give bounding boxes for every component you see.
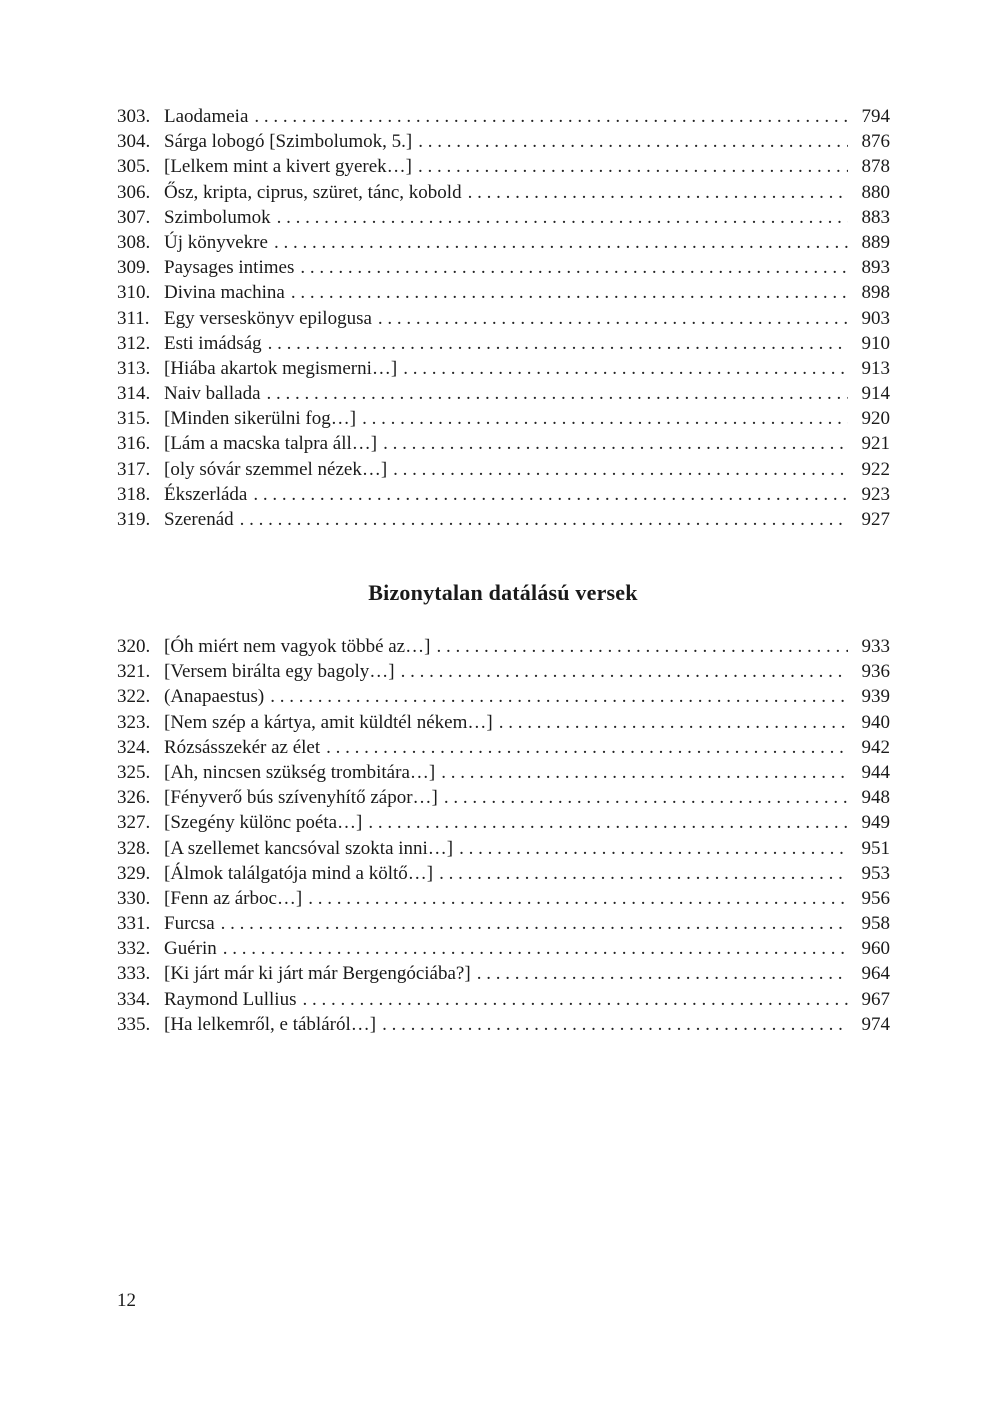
toc-entry-number: 324.: [117, 736, 151, 758]
toc-leader-dots: [393, 457, 847, 482]
toc-entry: [117, 836, 890, 861]
toc-leader-dots: [300, 255, 847, 280]
toc-entry-page: 948: [861, 787, 890, 809]
toc-leader-dots: [308, 886, 847, 911]
toc-entry-number: 310.: [117, 282, 151, 304]
toc-entry: [117, 482, 890, 507]
toc-entry-number: 316.: [117, 433, 151, 455]
toc-entry-page: 893: [861, 257, 890, 279]
toc-entry: [117, 507, 890, 532]
toc-entry-title: [Hiába akartok megismerni…]: [164, 357, 398, 379]
toc-entry-page: 964: [861, 963, 890, 985]
toc-entry-number: 333.: [117, 963, 151, 985]
toc-entry: [117, 431, 890, 456]
toc-entry-title: Rózsásszekér az élet: [164, 736, 321, 758]
toc-entry-number: 318.: [117, 483, 151, 505]
toc-entry-page: 878: [861, 156, 890, 178]
toc-entry-number: 329.: [117, 862, 151, 884]
toc-entry-number: 308.: [117, 231, 151, 253]
toc-entry-title: [Minden sikerülni fog…]: [164, 408, 357, 430]
toc-entry: [117, 710, 890, 735]
toc-entry-title: [Fényverő bús szívenyhítő zápor…]: [164, 787, 438, 809]
toc-entry-page: 922: [861, 458, 890, 480]
toc-leader-dots: [383, 431, 847, 456]
toc-leader-dots: [444, 785, 848, 810]
toc-entry-title: [Ha lelkemről, e tábláról…]: [164, 1013, 377, 1035]
toc-entry: [117, 306, 890, 331]
toc-entry-number: 325.: [117, 761, 151, 783]
toc-entry: [117, 129, 890, 154]
toc-leader-dots: [274, 230, 848, 255]
toc-entry-page: 960: [861, 938, 890, 960]
toc-entry-page: 794: [861, 106, 890, 127]
toc-entry-number: 330.: [117, 887, 151, 909]
toc-entry-title: [oly sóvár szemmel nézek…]: [164, 458, 388, 480]
toc-entry: [117, 684, 890, 709]
toc-entry: [117, 1012, 890, 1037]
toc-entry-page: 949: [861, 812, 890, 834]
toc-leader-dots: [499, 710, 848, 735]
toc-entry-number: 312.: [117, 332, 151, 354]
toc-entry-page: 953: [861, 862, 890, 884]
toc-leader-dots: [291, 280, 848, 305]
section-heading: Bizonytalan datálású versek: [368, 580, 638, 605]
toc-entry-title: Szerenád: [164, 509, 234, 530]
toc-leader-dots: [223, 936, 848, 961]
toc-entry-title: Raymond Lullius: [164, 988, 297, 1010]
toc-entry-title: Sárga lobogó [Szimbolumok, 5.]: [164, 131, 413, 153]
toc-entry: [117, 810, 890, 835]
toc-entry-title: [Lám a macska talpra áll…]: [164, 433, 378, 455]
toc-entry-title: Furcsa: [164, 913, 215, 935]
toc-entry-number: 309.: [117, 257, 151, 279]
toc-entry-title: [Szegény különc poéta…]: [164, 812, 363, 834]
toc-leader-dots: [253, 482, 847, 507]
toc-entry-title: [Lelkem mint a kivert gyerek…]: [164, 156, 412, 178]
toc-entry-page: 883: [861, 206, 890, 228]
toc-entry-number: 322.: [117, 686, 151, 708]
toc-entry-number: 304.: [117, 131, 151, 153]
toc-leader-dots: [254, 104, 847, 129]
toc-leader-dots: [418, 154, 848, 179]
toc-entry: [117, 911, 890, 936]
toc-entry: [117, 785, 890, 810]
toc-leader-dots: [240, 507, 848, 532]
toc-entry: [117, 381, 890, 406]
toc-entry-number: 319.: [117, 509, 151, 530]
toc-entry-number: 328.: [117, 837, 151, 859]
toc-entry-title: Laodameia: [164, 106, 249, 127]
toc-entry-page: 944: [861, 761, 890, 783]
toc-entry-page: 914: [861, 383, 890, 405]
toc-entry-title: [Versem birálta egy bagoly…]: [164, 661, 395, 683]
toc-entry-number: 331.: [117, 913, 151, 935]
toc-entry: [117, 634, 890, 659]
toc-entry-page: 910: [861, 332, 890, 354]
toc-entry-title: [Fenn az árboc…]: [164, 887, 303, 909]
toc-entry-page: 956: [861, 887, 890, 909]
toc-list-1: [117, 104, 890, 532]
toc-leader-dots: [468, 180, 848, 205]
toc-entry-page: 923: [861, 483, 890, 505]
toc-entry-page: 889: [861, 231, 890, 253]
toc-entry-page: 927: [861, 509, 890, 530]
toc-entry-page: 951: [861, 837, 890, 859]
toc-leader-dots: [368, 810, 847, 835]
toc-leader-dots: [477, 961, 848, 986]
toc-entry-page: 958: [861, 913, 890, 935]
toc-leader-dots: [378, 306, 848, 331]
toc-list-2: [117, 634, 890, 1037]
toc-entry-title: Szimbolumok: [164, 206, 271, 228]
toc-entry: [117, 457, 890, 482]
toc-leader-dots: [270, 684, 847, 709]
toc-leader-dots: [439, 861, 847, 886]
toc-entry-title: [Ah, nincsen szükség trombitára…]: [164, 761, 436, 783]
toc-leader-dots: [459, 836, 847, 861]
toc-entry-page: 939: [861, 686, 890, 708]
toc-entry-title: [A szellemet kancsóval szokta inni…]: [164, 837, 454, 859]
toc-entry-number: 314.: [117, 383, 151, 405]
toc-entry-number: 315.: [117, 408, 151, 430]
toc-entry: [117, 659, 890, 684]
toc-entry: [117, 280, 890, 305]
toc-entry-title: Ékszerláda: [164, 483, 248, 505]
toc-entry-page: 913: [861, 357, 890, 379]
toc-entry-number: 326.: [117, 787, 151, 809]
toc-entry: [117, 356, 890, 381]
toc-entry: [117, 331, 890, 356]
toc-entry-page: 933: [861, 636, 890, 657]
toc-entry-number: 305.: [117, 156, 151, 178]
page-number: 12: [117, 1290, 136, 1311]
toc-leader-dots: [441, 760, 847, 785]
toc-entry: [117, 255, 890, 280]
toc-entry-title: Paysages intimes: [164, 257, 295, 279]
toc-leader-dots: [382, 1012, 847, 1037]
toc-entry-title: Naiv ballada: [164, 383, 261, 405]
toc-entry-number: 321.: [117, 661, 151, 683]
toc-entry-page: 898: [861, 282, 890, 304]
toc-entry-title: Új könyvekre: [164, 231, 268, 253]
toc-entry-number: 306.: [117, 181, 151, 203]
toc-entry-number: 320.: [117, 636, 151, 657]
toc-entry-page: 921: [861, 433, 890, 455]
toc-entry-page: 876: [861, 131, 890, 153]
toc-entry-title: Esti imádság: [164, 332, 262, 354]
toc-entry-title: Egy verseskönyv epilogusa: [164, 307, 372, 329]
toc-entry: [117, 987, 890, 1012]
toc-entry: [117, 961, 890, 986]
toc-entry-number: 335.: [117, 1013, 151, 1035]
toc-entry-number: 303.: [117, 106, 151, 127]
toc-leader-dots: [268, 331, 848, 356]
toc-entry-page: 942: [861, 736, 890, 758]
toc-entry-page: 920: [861, 408, 890, 430]
toc-entry: [117, 230, 890, 255]
toc-entry-title: Divina machina: [164, 282, 285, 304]
toc-entry-page: 967: [861, 988, 890, 1010]
toc-leader-dots: [302, 987, 847, 1012]
toc-entry-page: 940: [861, 711, 890, 733]
toc-entry-number: 311.: [117, 307, 150, 329]
toc-entry-page: 974: [861, 1013, 890, 1035]
toc-entry: [117, 735, 890, 760]
toc-entry: [117, 154, 890, 179]
toc-entry: [117, 104, 890, 129]
toc-leader-dots: [221, 911, 848, 936]
toc-entry: [117, 936, 890, 961]
toc-entry: [117, 406, 890, 431]
toc-entry-page: 903: [861, 307, 890, 329]
toc-entry: [117, 760, 890, 785]
toc-entry-page: 880: [861, 181, 890, 203]
toc-entry-title: [Óh miért nem vagyok többé az…]: [164, 636, 431, 657]
toc-leader-dots: [436, 634, 847, 659]
toc-entry-title: [Nem szép a kártya, amit küldtél nékem…]: [164, 711, 493, 733]
toc-entry-number: 313.: [117, 357, 151, 379]
toc-entry-title: [Ki járt már ki járt már Bergengóciába?]: [164, 963, 471, 985]
toc-leader-dots: [277, 205, 848, 230]
toc-entry-page: 936: [861, 661, 890, 683]
toc-entry-number: 323.: [117, 711, 151, 733]
toc-entry-number: 332.: [117, 938, 151, 960]
toc-leader-dots: [267, 381, 848, 406]
toc-entry-number: 307.: [117, 206, 151, 228]
toc-entry: [117, 205, 890, 230]
toc-leader-dots: [362, 406, 847, 431]
toc-entry-title: Guérin: [164, 938, 217, 960]
toc-entry-number: 334.: [117, 988, 151, 1010]
toc-entry-number: 317.: [117, 458, 151, 480]
toc-entry-number: 327.: [117, 812, 151, 834]
toc-entry-title: [Álmok találgatója mind a költő…]: [164, 862, 434, 884]
toc-leader-dots: [418, 129, 847, 154]
toc-entry: [117, 886, 890, 911]
toc-entry: [117, 861, 890, 886]
toc-leader-dots: [326, 735, 847, 760]
toc-entry: [117, 180, 890, 205]
toc-leader-dots: [403, 356, 847, 381]
toc-entry-title: Ősz, kripta, ciprus, szüret, tánc, kobold: [164, 181, 462, 203]
toc-entry-title: (Anapaestus): [164, 686, 265, 708]
toc-leader-dots: [401, 659, 848, 684]
